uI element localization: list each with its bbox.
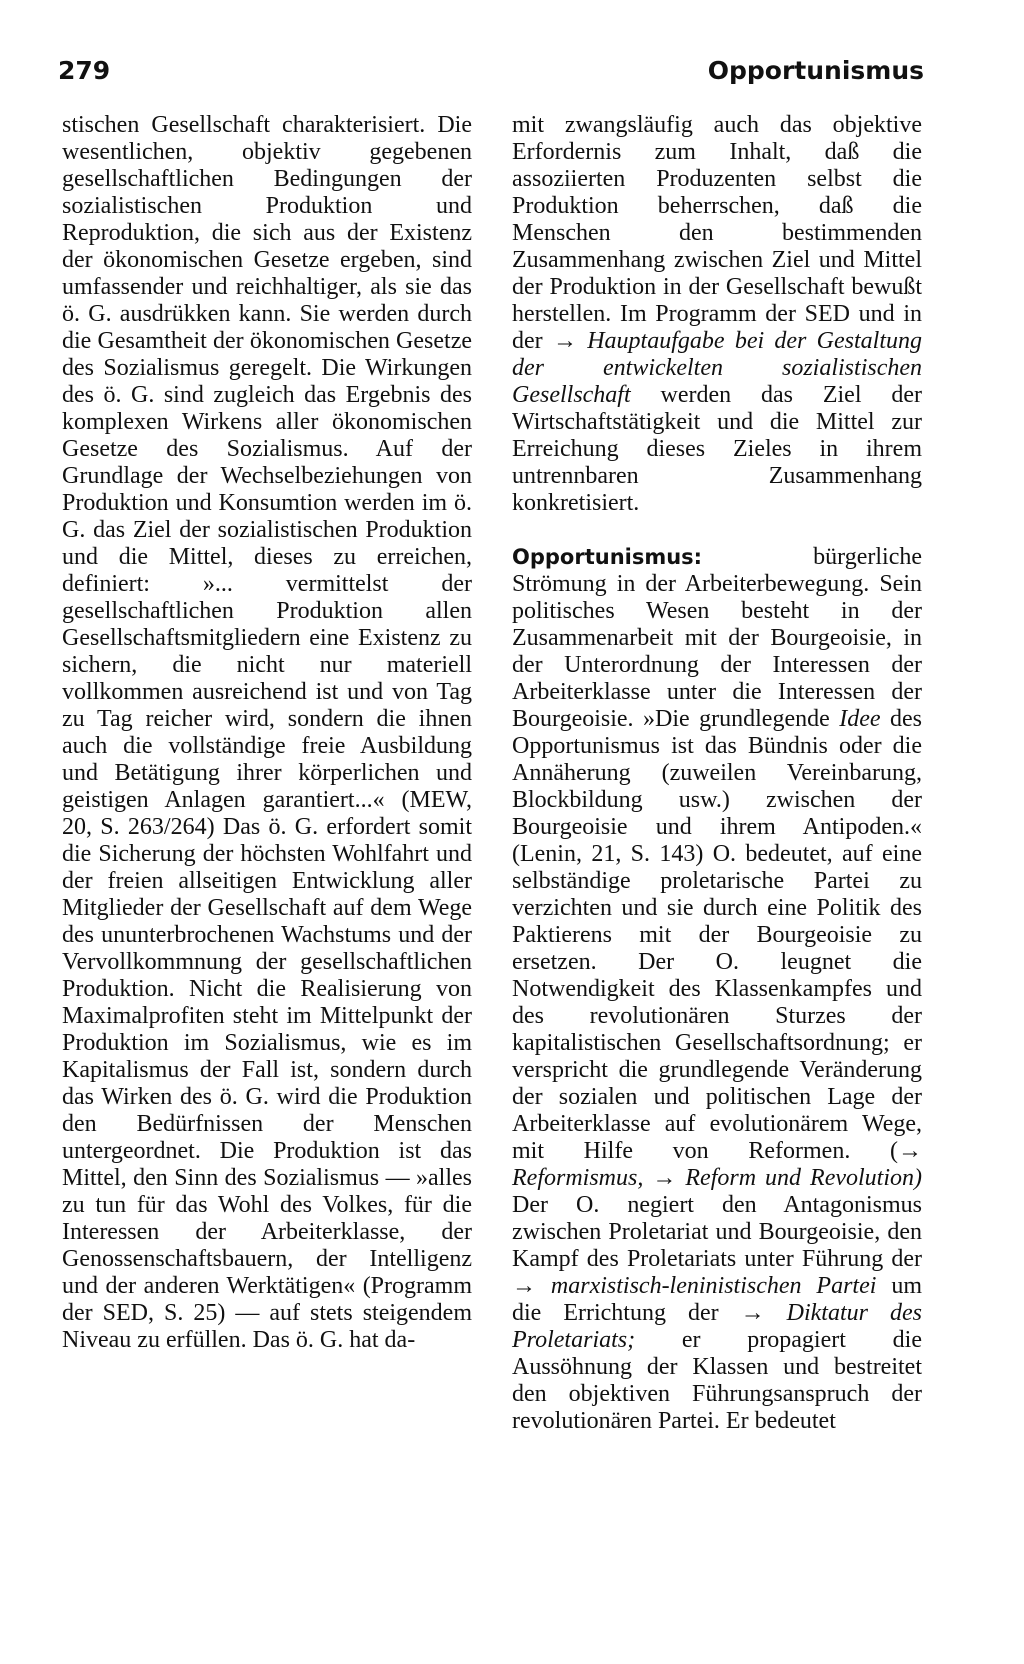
entry-text-5: er propagiert die Aussöhnung der Klassen und bestreitet den objektiven Führungsanspruch der revolutionären Partei. Er bedeutet (512, 1327, 922, 1434)
cross-reference-diktatur[interactable]: Diktatur des Proletariats; (512, 1300, 922, 1353)
cross-reference-arrow-icon: → (512, 1273, 536, 1299)
page-number: 279 (58, 56, 111, 85)
cross-reference-arrow-icon: → (652, 1165, 677, 1191)
continuation-paragraph (512, 112, 922, 517)
continuation-text-2: werden das Ziel der Wirtschaftstätigkeit und die Mittel zur Erreichung dieses Zieles in ihrem untrennbaren Zusammenhang konkretisiert. (512, 382, 922, 516)
entry-text-3: Der O. negiert den Antagonismus zwischen Proletariat und Bourgeoisie, den Kampf des Proletariats unter Führung der (512, 1192, 922, 1272)
cross-reference-arrow-icon: → (552, 328, 577, 354)
emphasis-idee: Idee (839, 706, 881, 732)
left-column-text: stischen Gesellschaft charakterisiert. Die wesentlichen, objektiv gegebenen gesellschaftlichen Bedingungen der sozialistischen Produktion und Reproduktion, die sich aus der Existenz der ökonomischen Gesetze ergeben, sind umfassender und reichhaltiger, als sie das ö. G. ausdrükken kann. Sie werden durch die Gesamtheit der ökonomischen Gesetze des Sozialismus geregelt. Die Wirkungen des ö. G. sind zugleich das Ergebnis des komplexen Wirkens aller ökonomischen Gesetze des Sozialismus. Auf der Grundlage der Wechselbeziehungen von Produktion und Konsumtion werden im ö. G. das Ziel der sozialistischen Produktion und die Mittel, dieses zu erreichen, definiert: »... vermittelst der gesellschaftlichen Produktion allen Gesellschaftsmitgliedern eine Existenz zu sichern, die nicht nur materiell vollkommen ausreichend ist und von Tag zu Tag reicher wird, sondern die ihnen auch die vollständige freie Ausbildung und Betätigung ihrer körperlichen und geistigen Anlagen garantiert...« (MEW, 20, S. 263/264) Das ö. G. erfordert somit die Sicherung der höchsten Wohlfahrt und der freien allseitigen Entwicklung aller Mitglieder der Gesellschaft auf dem Wege des ununterbrochenen Wachstums und der Vervollkommnung der gesellschaftlichen Produktion. Nicht die Realisierung von Maximalprofiten steht im Mittelpunkt der Produktion im Sozialismus, wie es im Kapitalismus der Fall ist, sondern durch das Wirken des ö. G. wird die Produktion den Bedürfnissen der Menschen untergeordnet. Die Produktion ist das Mittel, den Sinn des Sozialismus — »alles zu tun für das Wohl des Volkes, für die Interessen der Arbeiterklasse, der Genossenschaftsbauern, der Intelligenz und der anderen Werktätigen« (Programm der SED, S. 25) — auf stets steigendem Niveau zu erfüllen. Das ö. G. hat da- (62, 112, 472, 1353)
entry-text-2: des Opportunismus ist das Bündnis oder die Annäherung (zuweilen Vereinbarung, Blockbildung usw.) zwischen der Bourgeoisie und ihrem Antipoden.« (Lenin, 21, S. 143) O. bedeutet, auf eine selbständige proletarische Partei zu verzichten und sie durch eine Politik des Paktierens mit der Bourgeoisie zu ersetzen. Der O. leugnet die Notwendigkeit des Klassenkampfes und des revolutionären Sturzes der kapitalistischen Gesellschaftsordnung; er verspricht die grundlegende Veränderung der sozialen und politischen Lage der Arbeiterklasse auf evolutionärem Wege, mit Hilfe von Reformen. ( (512, 706, 922, 1164)
entry-text-4: um die Errichtung der (512, 1273, 923, 1326)
continuation-text-1: mit zwangsläufig auch das objektive Erfordernis zum Inhalt, daß die assoziierten Produzenten selbst die Produktion beherrschen, daß die Menschen den bestimmenden Zusammenhang zwischen Ziel und Mittel der Produktion in der Gesellschaft bewußt herstellen. Im Programm der SED und in der (512, 112, 922, 354)
left-column (62, 112, 472, 1354)
cross-reference-partei[interactable]: marxistisch-leninistischen Partei (550, 1273, 877, 1299)
entry-opportunismus (512, 544, 922, 1435)
right-column (512, 112, 922, 1435)
cross-reference-hauptaufgabe[interactable]: Hauptaufgabe bei der Gestaltung der entwickelten sozialistischen Gesellschaft (512, 328, 923, 408)
cross-reference-arrow-icon: → (740, 1300, 765, 1326)
entry-headword: Opportunismus: (512, 545, 703, 569)
cross-reference-reform-und-revolution[interactable]: Reform und Revolution) (685, 1165, 923, 1191)
cross-reference-reformismus[interactable]: Reformismus, (512, 1165, 644, 1191)
cross-reference-arrow-icon: → (898, 1138, 922, 1164)
running-head: Opportunismus (707, 56, 924, 85)
entry-text-1: bürgerliche Strömung in der Arbeiterbewegung. Sein politisches Wesen besteht in der Zusammenarbeit mit der Bourgeoisie, in der Unterordnung der Interessen der Arbeiterklasse unter die Interessen der Bourgeoisie. »Die grundlegende (512, 544, 922, 732)
